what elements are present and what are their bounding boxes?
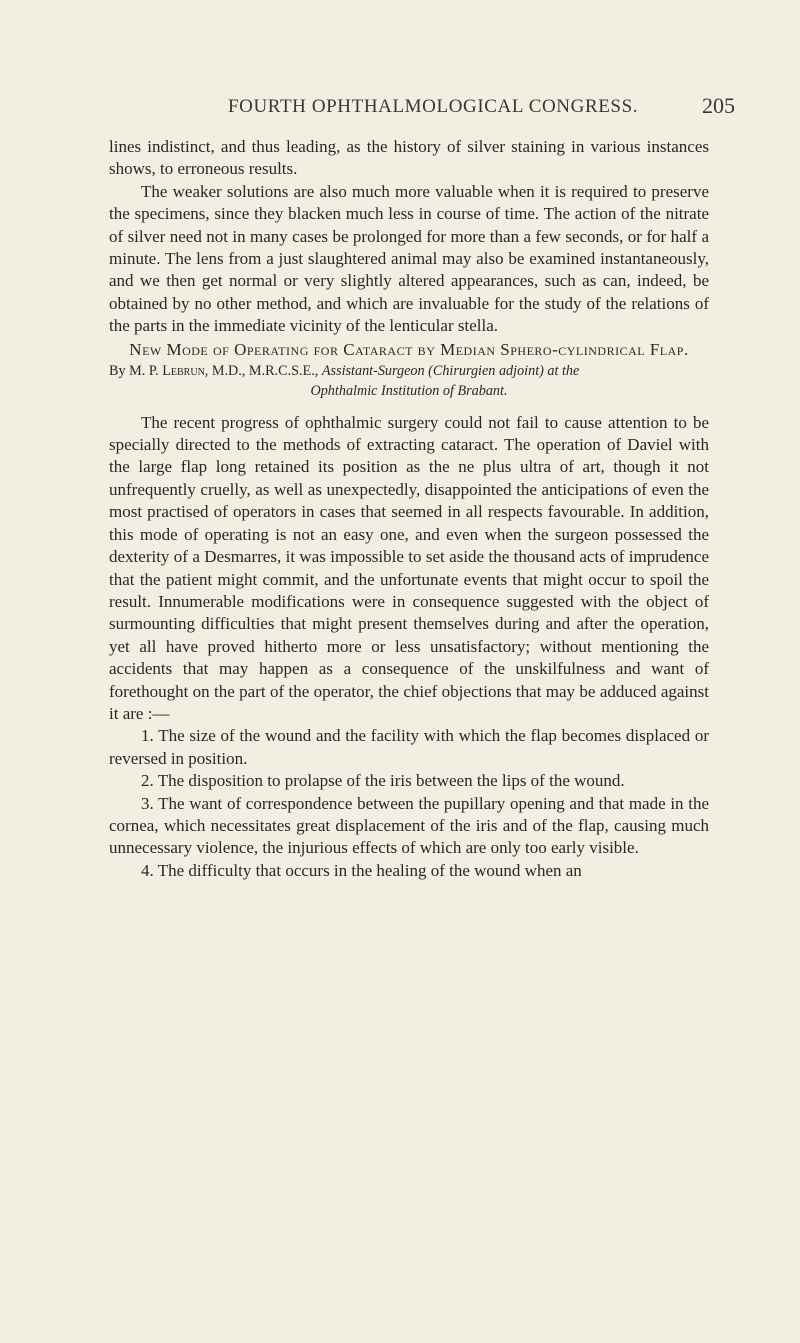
list-item: 2. The disposition to prolapse of the iris between the lips of the wound. — [141, 771, 625, 791]
section-title: New Mode of Operating for Cataract by Median Sphero-cylindrical Flap. — [129, 339, 689, 359]
page-number: 205 — [702, 93, 735, 118]
page-body — [109, 136, 709, 882]
author-name: M. P. Lebrun, M.D., M.R.C.S.E., — [129, 362, 319, 379]
paragraph: The recent progress of ophthalmic surgery could not fail to cause attention to be specially directed to the methods of extracting cataract. The operation of Daviel with the large flap long retained its position as the ne plus ultra of art, though it not unfrequently cruelly, as well as unexpectedly, disappointed the anticipations of even the most practised of operators in cases that seemed in all respects favourable. In addition, this mode of operating is not an easy one, and even when the surgeon possessed the dexterity of a Desmarres, it was impossible to set aside the thousand acts of imprudence that the patient might commit, and the unfortunate events that might occur to spoil the result. Innumerable modifications were in consequence suggested with the object of surmounting difficulties that might present themselves during and after the operation, yet all have proved hitherto more or less unsatisfactory; without mentioning the accidents that may happen as a consequence of the unskilfulness and want of forethought on the part of the operator, the chief objections that may be adduced against it are :— — [109, 412, 709, 723]
list-item: 4. The difficulty that occurs in the healing of the wound when an — [141, 860, 582, 880]
list-item: 3. The want of correspondence between the pupillary opening and that made in the cornea, which necessitates great displacement of the iris and of the flap, causing much unnecessary violence, the injurious effects of which are only too early visible. — [109, 793, 709, 858]
byline — [109, 361, 709, 401]
list-item: 1. The size of the wound and the facility with which the flap becomes displaced or reversed in position. — [109, 726, 709, 768]
running-head: FOURTH OPHTHALMOLOGICAL CONGRESS. — [228, 96, 639, 117]
byline-prefix: By — [109, 362, 126, 379]
author-institution: Ophthalmic Institution of Brabant. — [310, 382, 508, 399]
author-role: Assistant-Surgeon (Chirurgien adjoint) at the — [321, 362, 580, 379]
paragraph: The weaker solutions are also much more valuable when it is required to preserve the specimens, since they blacken much less in course of time. The action of the nitrate of silver need not in many cases be prolonged for more than a few seconds, or for half a minute. The lens from a just slaughtered animal may also be examined instantaneously, and we then get normal or very slightly altered appearances, such as can, indeed, be obtained by no other method, and which are invaluable for the study of the relations of the parts in the immediate vicinity of the lenticular stella. — [109, 181, 709, 336]
paragraph-continuation: lines indistinct, and thus leading, as the history of silver staining in various instances shows, to erroneous results. — [109, 137, 709, 179]
